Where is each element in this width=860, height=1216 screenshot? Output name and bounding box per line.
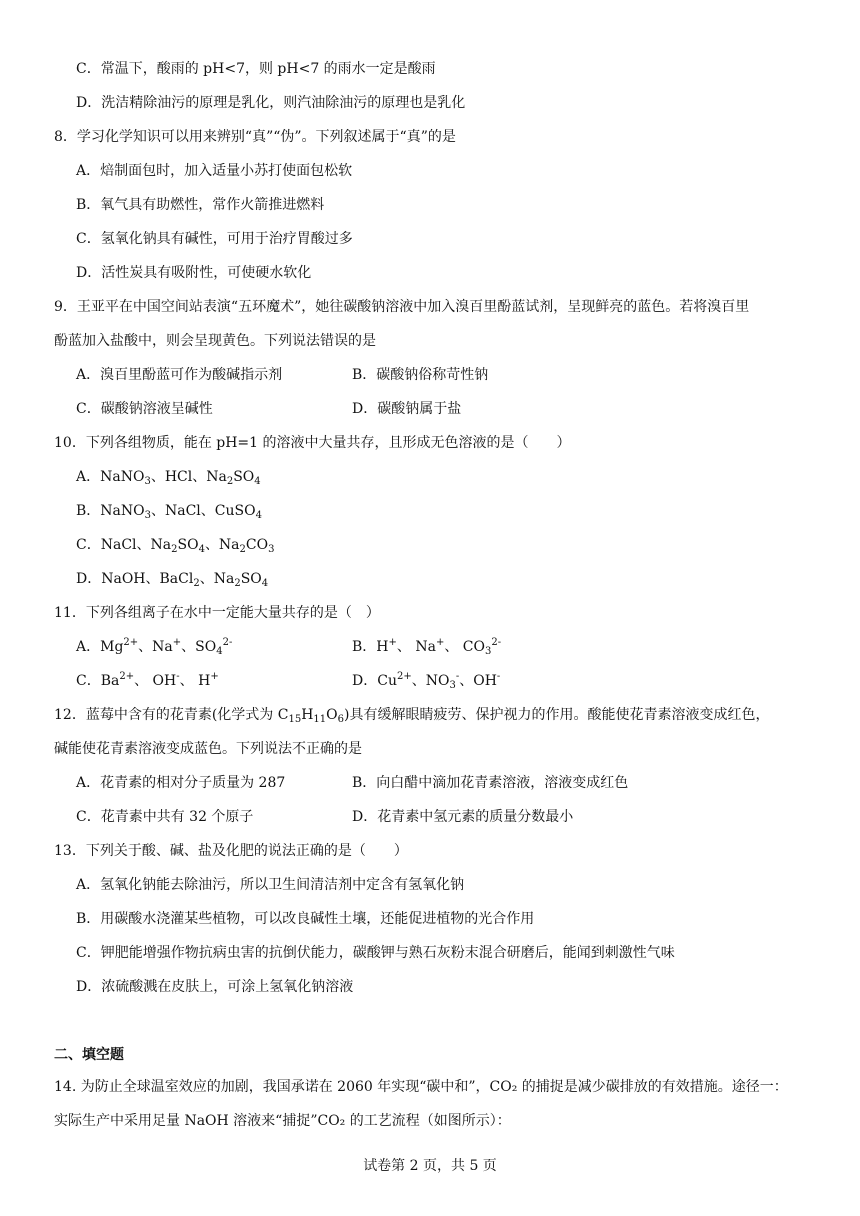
q11-option-a: A．$Mg^{2+}$、Na+、$SO_4^{2-}$ <box>76 637 233 657</box>
q12-stem-line1: 12．蓝莓中含有的花青素(化学式为 $C_{15}H_{11}O_6$)具有缓解眼睛疲劳、保护视力的作用。酸能使花青素溶液变成红色， <box>54 707 770 725</box>
q7-option-c: C．常温下，酸雨的 pH<7，则 pH<7 的雨水一定是酸雨 <box>76 61 436 77</box>
q10-option-c: C．NaCl、$Na_2SO_4$、$Na_2CO_3$ <box>76 537 275 555</box>
q9-stem-line2: 酚蓝加入盐酸中，则会呈现黄色。下列说法错误的是 <box>54 333 376 349</box>
q10-option-b: B．NaNO$_3$、NaCl、CuSO$_4$ <box>76 503 262 521</box>
q8-option-a: A．焙制面包时，加入适量小苏打使面包松软 <box>76 163 353 179</box>
q12-option-b: B．向白醋中滴加花青素溶液，溶液变成红色 <box>352 775 629 791</box>
q9-option-c: C．碳酸钠溶液呈碱性 <box>76 401 213 417</box>
section-title: 二、填空题 <box>54 1047 124 1063</box>
q11-option-d: D．$Cu^{2+}$、$NO_3^-$、OH- <box>352 671 501 691</box>
q9-option-a: A．溴百里酚蓝可作为酸碱指示剂 <box>76 367 283 383</box>
q13-option-a: A．氢氧化钠能去除油污，所以卫生间清洁剂中定含有氢氧化钠 <box>76 877 465 893</box>
q11-option-c: C．$Ba^{2+}$、 OH-、 H+ <box>76 671 219 689</box>
q9-option-b: B．碳酸钠俗称苛性钠 <box>352 367 489 383</box>
q10-stem: 10．下列各组物质，能在 pH=1 的溶液中大量共存，且形成无色溶液的是（ ） <box>54 435 571 451</box>
q14-stem-line1: 14. 为防止全球温室效应的加剧，我国承诺在 2060 年实现“碳中和”，CO₂ 的捕捉是减少碳排放的有效措施。途径一： <box>54 1079 788 1095</box>
q12-option-d: D．花青素中氢元素的质量分数最小 <box>352 809 574 825</box>
q9-stem-line1: 9．王亚平在中国空间站表演“五环魔术”，她往碳酸钠溶液中加入溴百里酚蓝试剂，呈现鲜亮的蓝色。若将溴百里 <box>54 299 750 315</box>
q10-option-d: D．NaOH、BaCl$_2$、$Na_2SO_4$ <box>76 571 269 589</box>
q11-option-b: B．H+、 Na+、 $CO_3^{2-}$ <box>352 637 502 657</box>
q13-option-c: C．钾肥能增强作物抗病虫害的抗倒伏能力，碳酸钾与熟石灰粉末混合研磨后，能闻到刺激性气味 <box>76 945 675 961</box>
q10-option-a: A．NaNO$_3$、HCl、$Na_2SO_4$ <box>76 469 261 487</box>
q8-stem: 8．学习化学知识可以用来辨别“真”“伪”。下列叙述属于“真”的是 <box>54 129 456 145</box>
q14-stem-line2: 实际生产中采用足量 NaOH 溶液来“捕捉”CO₂ 的工艺流程（如图所示）： <box>54 1113 511 1129</box>
q8-option-b: B．氧气具有助燃性，常作火箭推进燃料 <box>76 197 325 213</box>
q7-option-d: D．洗洁精除油污的原理是乳化，则汽油除油污的原理也是乳化 <box>76 95 466 111</box>
q12-stem-line2: 碱能使花青素溶液变成蓝色。下列说法不正确的是 <box>54 741 362 757</box>
q13-option-d: D．浓硫酸溅在皮肤上，可涂上氢氧化钠溶液 <box>76 979 354 995</box>
q12-option-a: A．花青素的相对分子质量为 287 <box>76 775 286 791</box>
q11-stem: 11．下列各组离子在水中一定能大量共存的是（ ） <box>54 605 380 621</box>
page-footer: 试卷第 2 页，共 5 页 <box>363 1158 497 1174</box>
q13-option-b: B．用碳酸水浇灌某些植物，可以改良碱性土壤，还能促进植物的光合作用 <box>76 911 535 927</box>
q8-option-c: C．氢氧化钠具有碱性，可用于治疗胃酸过多 <box>76 231 353 247</box>
q9-option-d: D．碳酸钠属于盐 <box>352 401 462 417</box>
q13-stem: 13．下列关于酸、碱、盐及化肥的说法正确的是（ ） <box>54 843 408 859</box>
q8-option-d: D．活性炭具有吸附性，可使硬水软化 <box>76 265 312 281</box>
q12-option-c: C．花青素中共有 32 个原子 <box>76 809 254 825</box>
